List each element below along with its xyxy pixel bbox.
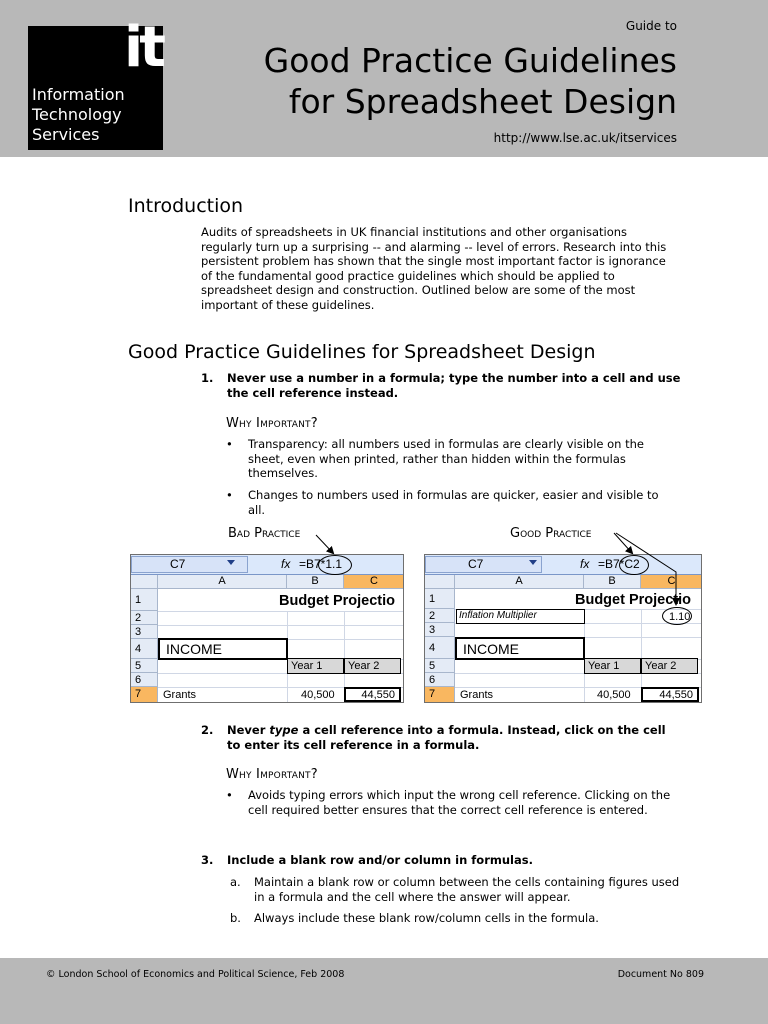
guideline-2-text <box>227 723 681 752</box>
logo-line-3: Services <box>32 125 100 144</box>
title-line-1: Good Practice Guidelines <box>263 41 677 80</box>
year-1-cell[interactable]: Year 1 <box>287 658 344 674</box>
bullet-text: Changes to numbers used in formulas are quicker, easier and visible to all. <box>248 488 659 517</box>
row-header-2[interactable]: 2 <box>425 609 455 623</box>
column-header-b[interactable]: B <box>287 575 344 589</box>
highlight-circle <box>619 555 649 575</box>
income-label[interactable]: INCOME <box>166 641 222 657</box>
column-header-a[interactable]: A <box>455 575 584 589</box>
select-all-corner[interactable] <box>425 575 455 589</box>
bad-practice-label: Bad Practice <box>228 526 301 541</box>
bullet-icon: • <box>226 788 233 802</box>
row-header-3[interactable]: 3 <box>425 623 455 637</box>
guideline-3-subitem-a <box>230 875 680 904</box>
row-header-7[interactable]: 7 <box>131 687 158 703</box>
guideline-1-text: Never use a number in a formula; type the number into a cell and use the cell reference instead. <box>227 371 681 400</box>
formula-text[interactable]: =B7*C2 <box>598 557 640 571</box>
bullet-icon: • <box>226 488 233 502</box>
document-number: Document No 809 <box>617 969 704 980</box>
column-header-c[interactable]: C <box>344 575 404 589</box>
bad-practice-arrow <box>316 535 333 553</box>
year-2-cell[interactable]: Year 2 <box>641 658 698 674</box>
introduction-body: Audits of spreadsheets in UK financial institutions and other organisations regularly turn up a surprising -- and alarming -- level of errors. Research into this persistent problem has shown that the single most important factor is ignorance of the fundamental good practice guidelines which should be applied to spreadsheet design and construction. Outlined below are some of the most important of these guidelines. <box>201 225 667 312</box>
row-header-2[interactable]: 2 <box>131 611 158 625</box>
title-line-2: for Spreadsheet Design <box>288 82 677 121</box>
inflation-multiplier-label[interactable]: Inflation Multiplier <box>456 609 585 624</box>
year-2-cell[interactable]: Year 2 <box>344 658 401 674</box>
grants-b7-value[interactable]: 40,500 <box>597 689 631 701</box>
guideline-2-text-post: a cell reference into a formula. Instead, click on the cell to enter its cell reference in a formula. <box>227 723 666 752</box>
logo-line-2: Technology <box>32 105 122 124</box>
guideline-2-text-pre: Never <box>227 723 270 737</box>
guideline-3-subitem-b <box>230 911 680 926</box>
gridline <box>158 611 403 612</box>
logo-mark: it <box>124 15 162 80</box>
grants-label[interactable]: Grants <box>460 689 494 701</box>
bad-practice-spreadsheet <box>130 554 404 703</box>
subitem-text: Maintain a blank row or column between the cells containing figures used in a formula and the cell where the answer will appear. <box>254 875 680 904</box>
column-header-c[interactable]: C <box>641 575 702 589</box>
bullet-text: Avoids typing errors which input the wrong cell reference. Clicking on the cell required better ensures that the correct cell reference is entered. <box>248 788 671 817</box>
grants-label[interactable]: Grants <box>163 689 197 701</box>
guideline-3-number: 3. <box>201 853 214 867</box>
budget-projection-title[interactable]: Budget Projectio <box>575 592 692 608</box>
copyright-notice: © London School of Economics and Political Science, Feb 2008 <box>46 969 345 980</box>
logo-text <box>32 85 125 145</box>
inflation-multiplier-value[interactable]: 1.10 <box>669 611 691 623</box>
income-label[interactable]: INCOME <box>463 641 519 657</box>
active-cell-c7[interactable]: 44,550 <box>641 687 699 702</box>
guideline-2-text-emphasis: type <box>269 723 299 737</box>
row-header-5[interactable]: 5 <box>131 659 158 673</box>
footer-band <box>0 958 768 1024</box>
good-practice-formula-arrow <box>614 533 632 553</box>
column-header-b[interactable]: B <box>584 575 641 589</box>
grants-b7-value[interactable]: 40,500 <box>301 689 335 701</box>
why-important-1: Why Important? <box>226 416 318 431</box>
row-header-1[interactable]: 1 <box>425 589 455 609</box>
guideline-3-text: Include a blank row and/or column in formulas. <box>227 853 533 867</box>
gridline <box>158 625 403 626</box>
why-important-2: Why Important? <box>226 767 318 782</box>
logo-line-1: Information <box>32 85 125 104</box>
highlight-circle <box>662 607 692 625</box>
select-all-corner[interactable] <box>131 575 158 589</box>
subitem-text: Always include these blank row/column cells in the formula. <box>254 911 599 925</box>
guidelines-heading: Good Practice Guidelines for Spreadsheet Design <box>128 341 596 363</box>
guide-to-label: Guide to <box>625 19 677 33</box>
row-header-5[interactable]: 5 <box>425 659 455 673</box>
function-icon[interactable]: fx <box>281 557 291 571</box>
year-1-cell[interactable]: Year 1 <box>584 658 641 674</box>
highlight-circle <box>318 555 352 575</box>
guideline-2 <box>201 723 681 752</box>
row-header-3[interactable]: 3 <box>131 625 158 639</box>
good-practice-spreadsheet <box>424 554 702 703</box>
name-box[interactable]: C7 <box>131 556 248 573</box>
chevron-down-icon[interactable] <box>529 560 537 565</box>
subitem-letter: b. <box>230 911 241 925</box>
bullet-text: Transparency: all numbers used in formulas are clearly visible on the sheet, even when printed, rather than hidden within the formulas themselves. <box>248 437 645 481</box>
guideline-1-number: 1. <box>201 371 214 385</box>
column-header-a[interactable]: A <box>158 575 287 589</box>
bullet-typing-errors <box>226 788 678 817</box>
row-header-1[interactable]: 1 <box>131 589 158 611</box>
guideline-2-number: 2. <box>201 723 214 737</box>
chevron-down-icon[interactable] <box>227 560 235 565</box>
function-icon[interactable]: fx <box>580 557 590 571</box>
it-services-logo <box>28 15 163 150</box>
good-practice-label: Good Practice <box>510 526 592 541</box>
row-header-6[interactable]: 6 <box>425 673 455 687</box>
budget-projection-title[interactable]: Budget Projectio <box>279 593 396 609</box>
guideline-1 <box>201 371 681 400</box>
formula-text[interactable]: =B7*1.1 <box>299 557 343 571</box>
bullet-changes <box>226 488 678 517</box>
name-box[interactable]: C7 <box>425 556 542 573</box>
row-header-6[interactable]: 6 <box>131 673 158 687</box>
row-header-4[interactable]: 4 <box>131 639 158 659</box>
bullet-icon: • <box>226 437 233 451</box>
bullet-transparency <box>226 437 678 481</box>
introduction-heading: Introduction <box>128 195 244 217</box>
document-title <box>264 40 677 122</box>
itservices-url[interactable]: http://www.lse.ac.uk/itservices <box>493 131 677 145</box>
guideline-3 <box>201 853 681 868</box>
active-cell-c7[interactable]: 44,550 <box>344 687 401 702</box>
subitem-letter: a. <box>230 875 241 889</box>
row-header-7[interactable]: 7 <box>425 687 455 703</box>
row-header-4[interactable]: 4 <box>425 637 455 659</box>
